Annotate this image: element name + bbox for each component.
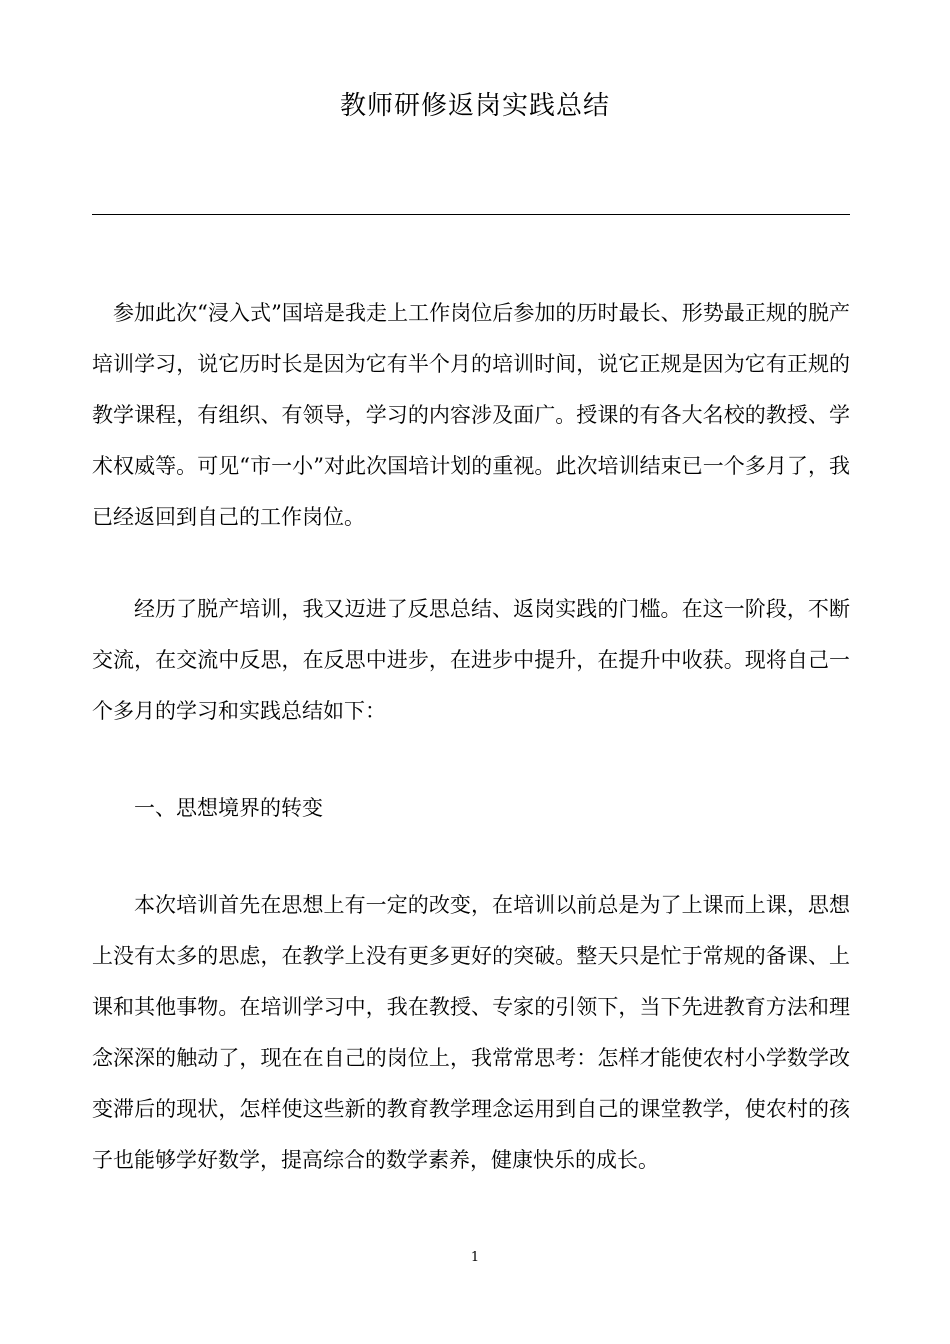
paragraph-second: 经历了脱产培训，我又迈进了反思总结、返岗实践的门槛。在这一阶段，不断交流，在交流中反思，在反思中进步，在进步中提升，在提升中收获。现将自己一个多月的学习和实践总结如下： — [92, 597, 850, 723]
document-title: 教师研修返岗实践总结 — [339, 91, 610, 121]
section-heading: 一、思想境界的转变 — [134, 796, 323, 820]
title-divider — [92, 214, 850, 215]
page-number: 1 — [470, 1250, 480, 1265]
paragraph-third: 本次培训首先在思想上有一定的改变，在培训以前总是为了上课而上课，思想上没有太多的思虑，在教学上没有更多更好的突破。整天只是忙于常规的备课、上课和其他事物。在培训学习中，我在教授、专家的引领下，当下先进教育方法和理念深深的触动了，现在在自己的岗位上，我常常思考：怎样才能使农村小学数学改变滞后的现状，怎样使这些新的教育教学理念运用到自己的课堂教学，使农村的孩子也能够学好数学，提高综合的数学素养，健康快乐的成长。 — [92, 893, 850, 1172]
paragraph-intro: 参加此次“浸入式”国培是我走上工作岗位后参加的历时最长、形势最正规的脱产培训学习，说它历时长是因为它有半个月的培训时间，说它正规是因为它有正规的教学课程，有组织、有领导，学习的内容涉及面广。授课的有各大名校的教授、学术权威等。可见“市一小”对此次国培计划的重视。此次培训结束已一个多月了，我已经返回到自己的工作岗位。 — [92, 301, 850, 529]
